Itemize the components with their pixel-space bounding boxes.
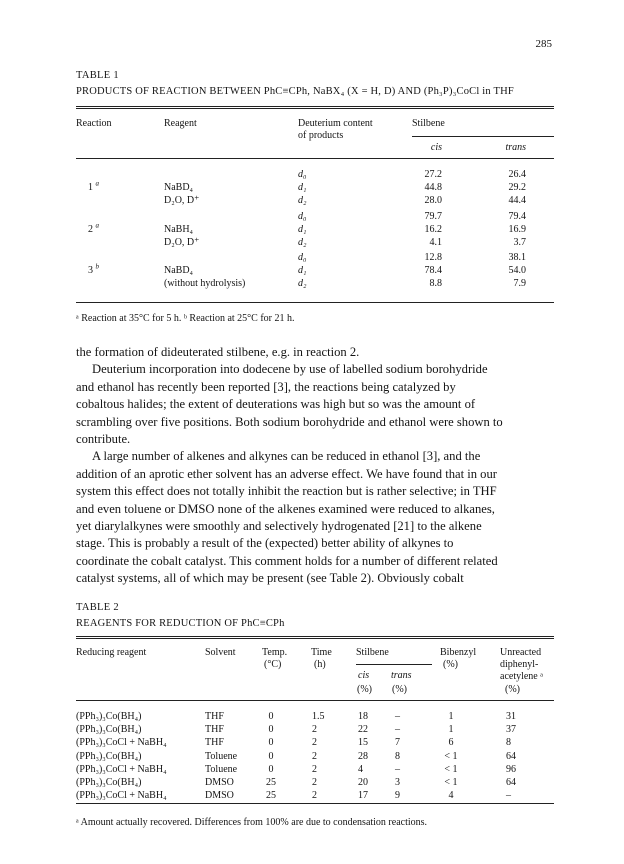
table2-header-stilbene: Stilbene (356, 647, 389, 658)
table2-trans: 7 (395, 737, 400, 749)
table2-header-unreacted-4: (%) (505, 684, 520, 695)
text-line: addition of an aprotic ether solvent has an adverse effect. We have found that in our (76, 466, 497, 481)
table1-caption (76, 70, 554, 97)
table1-deuterium-level: d₂ (298, 237, 307, 248)
table2-reagent: (PPh₃)₃Co(BH₄) (76, 750, 142, 762)
table2-solvent: DMSO (205, 777, 234, 788)
table1-deuterium-level: d₁ (298, 224, 307, 235)
table2-cis: 22 (358, 724, 368, 736)
table1-header-cis: cis (430, 142, 442, 153)
table2-unreacted: 64 (506, 750, 516, 762)
table1-trans-value: 54.0 (508, 265, 526, 276)
table2-bibenzyl: < 1 (444, 763, 458, 775)
table2-trans: 8 (395, 750, 400, 762)
table1-cis-value: 27.2 (424, 169, 442, 180)
table2-unreacted: 31 (506, 711, 516, 722)
table2-temp: 25 (266, 777, 276, 788)
table1-trans-value: 7.9 (513, 278, 526, 289)
table2-time: 2 (312, 790, 317, 802)
table2-footnote: ᵃ Amount actually recovered. Differences from 100% are due to condensation reactions. (76, 817, 428, 828)
table2-header-reagent: Reducing reagent (76, 647, 147, 658)
text-line: system this effect does not totally inhibit the reaction but is rather selective; in THF (76, 484, 497, 499)
table2-top-rule (76, 636, 554, 639)
table2-stilbene-rule (356, 664, 432, 665)
table2-time: 2 (312, 777, 317, 788)
table2-solvent: THF (205, 724, 224, 736)
table1-reaction-number: 1 $^a$ (88, 179, 99, 193)
table2-header-time-unit: (h) (314, 659, 326, 670)
table2-reagent: (PPh₃)₃Co(BH₄) (76, 724, 142, 736)
table1-deuterium-level: d₂ (298, 278, 307, 289)
table1-stilbene-rule (412, 136, 554, 137)
text-line: the formation of dideuterated stilbene, e.g. in reaction 2. (76, 345, 360, 359)
table2-bibenzyl: < 1 (444, 777, 458, 788)
table2-cis: 20 (358, 777, 368, 788)
table1-reagent-detail: (without hydrolysis) (164, 278, 246, 289)
table2-header-bibenzyl-unit: (%) (443, 659, 458, 670)
text-line: stage. This is probably a result of the (expected) better ability of alkynes to (76, 536, 454, 551)
table1-header-stilbene: Stilbene (412, 118, 445, 129)
table1-header-deuterium-2: of products (298, 130, 344, 141)
table2-solvent: Toluene (205, 763, 238, 775)
table2-header-temp-unit: (°C) (264, 659, 282, 670)
table1-cis-value: 12.8 (424, 252, 442, 263)
table1-header-trans: trans (505, 142, 526, 153)
table1-header-reaction: Reaction (76, 118, 112, 129)
table1-header-rule (76, 158, 554, 159)
table2-time: 2 (312, 763, 317, 775)
table2-solvent: THF (205, 737, 224, 749)
table2-unreacted: 64 (506, 777, 516, 788)
table1-cis-value: 78.4 (424, 265, 442, 276)
table2-header-unreacted: Unreacted (500, 647, 542, 658)
table1-header-reagent: Reagent (164, 118, 197, 129)
table2-trans: – (395, 711, 400, 722)
table1-cis-value: 8.8 (429, 278, 442, 289)
table1-cis-value: 4.1 (429, 237, 442, 248)
table1-reagent: NaBD₄ (164, 265, 194, 276)
table2-header-unreacted-3: acetylene ᵃ (500, 671, 543, 682)
table1-cis-value: 28.0 (424, 195, 442, 206)
table2-trans: 3 (395, 777, 400, 788)
table2-unreacted: 96 (506, 763, 516, 775)
table2-temp: 0 (268, 750, 274, 762)
table1-top-rule (76, 106, 554, 109)
table1-label: TABLE 1 (76, 70, 119, 81)
text-line: yet diarylalkynes were smoothly and selectively hydrogenated [21] to the alkene (76, 519, 482, 534)
table2-cis: 18 (358, 711, 368, 722)
table2-header-pct-trans: (%) (392, 684, 407, 695)
table2-header-rule (76, 700, 554, 701)
table2-reagent: (PPh₃)₃Co(BH₄) (76, 777, 142, 788)
table2-temp: 0 (268, 737, 274, 749)
text-line: catalyst systems, all of which may be present (see Table 2). Obviously cobalt (76, 571, 464, 586)
table2-title: REAGENTS FOR REDUCTION OF PhC≡CPh (76, 618, 285, 629)
text-line: coordinate the cobalt catalyst. This comment holds for a number of different related (76, 553, 498, 568)
table1-reagent-detail: D₂O, D⁺ (164, 237, 200, 248)
table2-solvent: THF (205, 711, 224, 722)
table2-cis: 4 (358, 763, 363, 775)
table2-bibenzyl: 4 (448, 790, 454, 802)
table2-reagent: (PPh₃)₃Co(BH₄) (76, 711, 142, 722)
table2-unreacted: 8 (506, 737, 511, 749)
table2-header-trans: trans (391, 670, 412, 681)
table1-reaction-number: 3 $^b$ (88, 262, 99, 276)
table2-unreacted: – (506, 790, 511, 802)
table2-bibenzyl: < 1 (444, 750, 458, 762)
table1-cis-value: 79.7 (424, 211, 442, 222)
table1-trans-value: 44.4 (508, 195, 526, 206)
table2-time: 2 (312, 724, 317, 736)
table2-reagent: (PPh₃)₃CoCl + NaBH₄ (76, 790, 167, 802)
table1-reagent: NaBD₄ (164, 182, 194, 193)
table1-deuterium-level: d₁ (298, 265, 307, 276)
table2-cis: 15 (358, 737, 368, 749)
table2-reagent: (PPh₃)₃CoCl + NaBH₄ (76, 737, 167, 749)
table2-temp: 0 (268, 711, 274, 722)
table1-bottom-rule (76, 302, 554, 303)
table2-solvent: Toluene (205, 750, 238, 762)
table1-reagent-detail: D₂O, D⁺ (164, 195, 200, 206)
table2-cis: 28 (358, 750, 368, 762)
table1-reagent: NaBH₄ (164, 224, 194, 235)
table1-trans-value: 38.1 (508, 252, 526, 263)
text-line: contribute. (76, 432, 131, 447)
table2-label: TABLE 2 (76, 602, 119, 613)
table2-temp: 0 (268, 763, 274, 775)
table2-time: 2 (312, 737, 317, 749)
table1-reaction-number: 2 $^a$ (88, 221, 99, 235)
table2-header-time: Time (311, 647, 332, 658)
table2-temp: 25 (266, 790, 276, 802)
table2-bibenzyl: 1 (448, 711, 454, 722)
table2-header-unreacted-2: diphenyl- (500, 659, 539, 670)
table1-cis-value: 44.8 (424, 182, 442, 193)
body-text (76, 344, 554, 588)
table2-solvent: DMSO (205, 790, 234, 802)
table1-cis-value: 16.2 (424, 224, 442, 235)
text-line: cobaltous halides; the extent of deuterations was high but so was the amount of (76, 397, 476, 412)
table1-header-deuterium: Deuterium content (298, 118, 373, 129)
table2-time: 2 (312, 750, 317, 762)
table2-temp: 0 (268, 724, 274, 736)
table2-caption (76, 602, 554, 629)
table1-trans-value: 79.4 (508, 211, 526, 222)
table2-bibenzyl: 1 (448, 724, 454, 736)
table1-deuterium-level: d₁ (298, 182, 307, 193)
table1-trans-value: 29.2 (508, 182, 526, 193)
table2-header-temp: Temp. (262, 647, 288, 658)
table2-trans: – (395, 763, 400, 775)
table1-deuterium-level: d₀ (298, 169, 307, 180)
text-line: Deuterium incorporation into dodecene by use of labelled sodium borohydride (92, 362, 488, 377)
table1-deuterium-level: d₂ (298, 195, 307, 206)
text-line: and even toluene or DMSO none of the alkenes examined were reduced to alkanes, (76, 501, 495, 516)
text-line: and ethanol has recently been reported [3], the reactions being catalyzed by (76, 379, 456, 394)
table2-header-bibenzyl: Bibenzyl (440, 647, 477, 658)
table2-header-pct-cis: (%) (357, 684, 372, 695)
table2-bottom-rule (76, 803, 554, 804)
table1-trans-value: 26.4 (508, 169, 526, 180)
table1-trans-value: 16.9 (508, 224, 526, 235)
table2-unreacted: 37 (506, 724, 516, 736)
text-line: scrambling over five positions. Both sodium borohydride and ethanol were shown to (76, 414, 503, 429)
page-number: 285 (535, 38, 552, 50)
table1-title: PRODUCTS OF REACTION BETWEEN PhC≡CPh, NaBX₄ (X = H, D) AND (Ph₃P)₃CoCl in THF (76, 86, 514, 97)
table1-trans-value: 3.7 (513, 237, 526, 248)
table2-trans: – (395, 724, 400, 736)
table2-bibenzyl: 6 (448, 737, 454, 749)
table2-time: 1.5 (312, 711, 325, 722)
table1-deuterium-level: d₀ (298, 252, 307, 263)
table2-trans: 9 (395, 790, 400, 802)
text-line: A large number of alkenes and alkynes can be reduced in ethanol [3], and the (92, 449, 481, 464)
table2-cis: 17 (358, 790, 368, 802)
table2-header-solvent: Solvent (205, 647, 236, 658)
table1-deuterium-level: d₀ (298, 211, 307, 222)
table1-footnote: ᵃ Reaction at 35°C for 5 h. ᵇ Reaction at 25°C for 21 h. (76, 313, 295, 324)
table2-header-cis: cis (358, 670, 370, 681)
table2-reagent: (PPh₃)₃CoCl + NaBH₄ (76, 763, 167, 775)
